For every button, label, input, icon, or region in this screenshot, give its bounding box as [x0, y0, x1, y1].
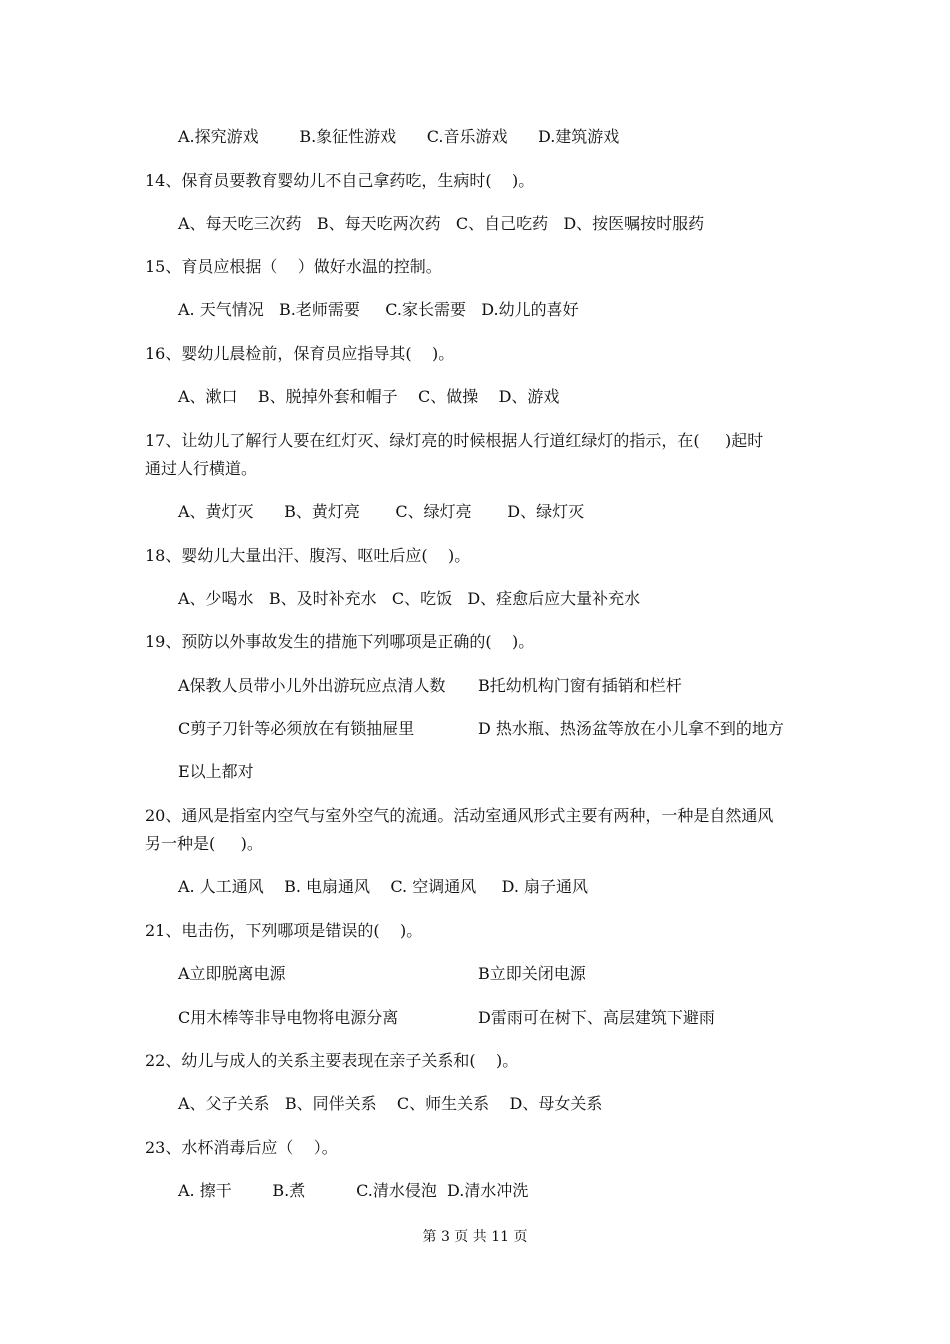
q15-question: 15、育员应根据（ ）做好水温的控制。 [145, 257, 442, 276]
q21-option-b: B立即关闭电源 [478, 964, 586, 983]
q22-question: 22、幼儿与成人的关系主要表现在亲子关系和( )。 [145, 1051, 519, 1070]
q21-option-d: D雷雨可在树下、高层建筑下避雨 [478, 1008, 715, 1027]
q19-option-a: A保教人员带小儿外出游玩应点清人数 [178, 676, 446, 695]
q20-options: A. 人工通风 B. 电扇通风 C. 空调通风 D. 扇子通风 [178, 877, 589, 896]
q16-question: 16、婴幼儿晨检前，保育员应指导其( )。 [145, 344, 455, 363]
q20-question-line2: 另一种是( )。 [145, 834, 263, 853]
q18-question: 18、婴幼儿大量出汗、腹泻、呕吐后应( )。 [145, 546, 471, 565]
q16-options: A、漱口 B、脱掉外套和帽子 C、做操 D、游戏 [178, 387, 560, 406]
q17-question-line1: 17、让幼儿了解行人要在红灯灭、绿灯亮的时候根据人行道红绿灯的指示，在( )起时 [145, 431, 764, 450]
q17-question-line2: 通过人行横道。 [145, 459, 258, 478]
q15-options: A. 天气情况 B.老师需要 C.家长需要 D.幼儿的喜好 [178, 300, 579, 319]
q21-option-a: A立即脱离电源 [178, 964, 286, 983]
q19-option-d: D 热水瓶、热汤盆等放在小儿拿不到的地方 [478, 719, 784, 738]
q21-question: 21、电击伤，下列哪项是错误的( )。 [145, 921, 423, 940]
q19-question: 19、预防以外事故发生的措施下列哪项是正确的( )。 [145, 632, 535, 651]
q18-options: A、少喝水 B、及时补充水 C、吃饭 D、痊愈后应大量补充水 [178, 589, 641, 608]
q23-options: A. 擦干 B.煮 C.清水侵泡 D.清水冲洗 [178, 1181, 529, 1200]
q19-option-c: C剪子刀针等必须放在有锁抽屉里 [178, 719, 415, 738]
q19-option-e: E以上都对 [178, 762, 254, 781]
q20-question-line1: 20、通风是指室内空气与室外空气的流通。活动室通风形式主要有两种，一种是自然通风 [145, 806, 774, 825]
q14-options: A、每天吃三次药 B、每天吃两次药 C、自己吃药 D、按医嘱按时服药 [178, 214, 705, 233]
q14-question: 14、保育员要教育婴幼儿不自己拿药吃，生病时( )。 [145, 171, 535, 190]
q19-option-b: B托幼机构门窗有插销和栏杆 [478, 676, 682, 695]
q17-options: A、黄灯灭 B、黄灯亮 C、绿灯亮 D、绿灯灭 [178, 502, 585, 521]
q23-question: 23、水杯消毒后应（ ）。 [145, 1138, 338, 1157]
q22-options: A、父子关系 B、同伴关系 C、师生关系 D、母女关系 [178, 1094, 603, 1113]
q13-options: A.探究游戏 B.象征性游戏 C.音乐游戏 D.建筑游戏 [178, 127, 620, 146]
q21-option-c: C用木棒等非导电物将电源分离 [178, 1008, 399, 1027]
page-footer: 第 3 页 共 11 页 [422, 1229, 528, 1245]
